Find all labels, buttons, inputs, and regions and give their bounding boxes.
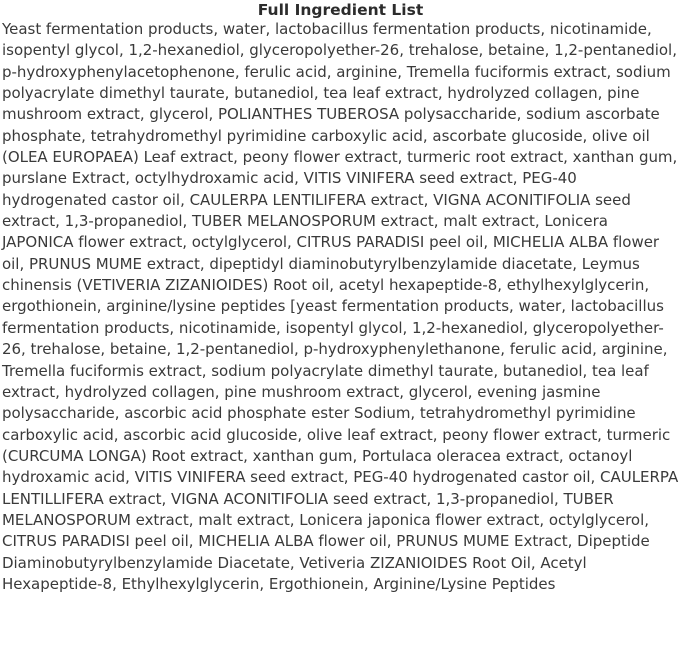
page-title: Full Ingredient List: [257, 1, 424, 19]
ingredient-list-text: Yeast fermentation products, water, lactobacillus fermentation products, nicotinamide, isopentyl glycol, 1,2-hexanediol, glyceropolyether-26, trehalose, betaine, 1,2-pentanediol, p-hydroxyphenylacetophenone, ferulic acid, arginine, Tremella fuciformis extract, sodium polyacrylate dimethyl taurate, butanediol, tea leaf extract, hydrolyzed collagen, pine mushroom extract, glycerol, POLIANTHES TUBEROSA polysaccharide, sodium ascorbate phosphate, tetrahydromethyl pyrimidine carboxylic acid, ascorbate glucoside, olive oil (OLEA EUROPAEA) Leaf extract, peony flower extract, turmeric root extract, xanthan gum, purslane Extract, octylhydroxamic acid, VITIS VINIFERA seed extract, PEG-40 hydrogenated castor oil, CAULERPA LENTILIFERA extract, VIGNA ACONITIFOLIA seed extract, 1,3-propanediol, TUBER MELANOSPORUM extract, malt extract, Lonicera JAPONICA flower extract, octylglycerol, CITRUS PARADISI peel oil, MICHELIA ALBA flower oil, PRUNUS MUME extract, dipeptidyl diaminobutyrylbenzylamide diacetate, Leymus chinensis (VETIVERIA ZIZANIOIDES) Root oil, acetyl hexapeptide-8, ethylhexylglycerin, ergothionein, arginine/lysine peptides [yeast fermentation products, water, lactobacillus fermentation products, nicotinamide, isopentyl glycol, 1,2-hexanediol, glyceropolyether-26, trehalose, betaine, 1,2-pentanediol, p-hydroxyphenylethanone, ferulic acid, arginine, Tremella fuciformis extract, sodium polyacrylate dimethyl taurate, butanediol, tea leaf extract, hydrolyzed collagen, pine mushroom extract, glycerol, evening jasmine polysaccharide, ascorbic acid phosphate ester Sodium, tetrahydromethyl pyrimidine carboxylic acid, ascorbic acid glucoside, olive leaf extract, peony flower extract, turmeric (CURCUMA LONGA) Root extract, xanthan gum, Portulaca oleracea extract, octanoyl hydroxamic acid, VITIS VINIFERA seed extract, PEG-40 hydrogenated castor oil, CAULERPA LENTILLIFERA extract, VIGNA ACONITIFOLIA seed extract, 1,3-propanediol, TUBER MELANOSPORUM extract, malt extract, Lonicera japonica flower extract, octylglycerol, CITRUS PARADISI peel oil, MICHELIA ALBA flower oil, PRUNUS MUME Extract, Dipeptide Diaminobutyrylbenzylamide Diacetate, Vetiveria ZIZANIOIDES Root Oil, Acetyl Hexapeptide-8, Ethylhexylglycerin, Ergothionein, Arginine/Lysine Peptides: [2, 20, 679, 593]
